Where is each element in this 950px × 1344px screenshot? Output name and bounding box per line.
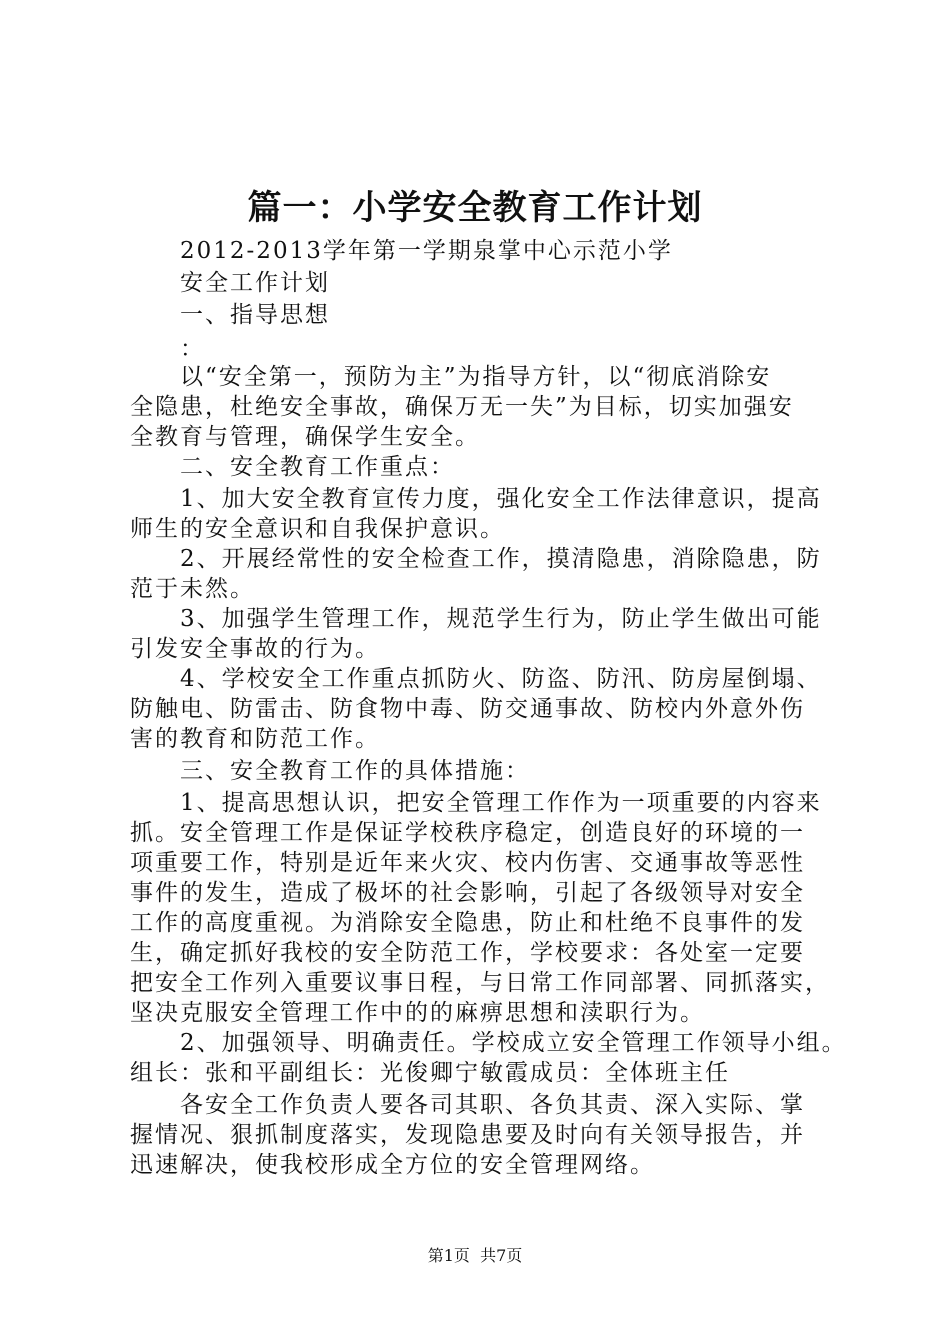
paragraph-line: 工作的高度重视。为消除安全隐患，防止和杜绝不良事件的发	[130, 910, 805, 936]
subtitle-line: 安全工作计划	[180, 270, 330, 296]
paragraph-line: 迅速解决，使我校形成全方位的安全管理网络。	[130, 1152, 655, 1178]
paragraph-line: 2、加强领导、明确责任。学校成立安全管理工作领导小组。	[180, 1030, 847, 1056]
paragraph-line: 范于未然。	[130, 576, 255, 602]
paragraph-line: 抓。安全管理工作是保证学校秩序稳定，创造良好的环境的一	[130, 820, 805, 846]
paragraph-line: 害的教育和防范工作。	[130, 726, 380, 752]
paragraph-line: 组长：张和平副组长：光俊卿宁敏霞成员：全体班主任	[130, 1060, 730, 1086]
paragraph-line: 项重要工作，特别是近年来火灾、校内伤害、交通事故等恶性	[130, 850, 805, 876]
paragraph-line: 握情况、狠抓制度落实，发现隐患要及时向有关领导报告，并	[130, 1122, 805, 1148]
paragraph-line: 引发安全事故的行为。	[130, 636, 380, 662]
paragraph-line: 把安全工作列入重要议事日程，与日常工作同部署、同抓落实，	[130, 970, 830, 996]
paragraph-line: 坚决克服安全管理工作中的的麻痹思想和渎职行为。	[130, 1000, 705, 1026]
paragraph-line: 全隐患，杜绝安全事故，确保万无一失”为目标，切实加强安	[130, 394, 794, 420]
paragraph-line: 各安全工作负责人要各司其职、各负其责、深入实际、掌	[180, 1092, 805, 1118]
section-heading-2: 二、安全教育工作重点：	[180, 454, 455, 480]
paragraph-line: 防触电、防雷击、防食物中毒、防交通事故、防校内外意外伤	[130, 696, 805, 722]
paragraph-line: 事件的发生，造成了极坏的社会影响，引起了各级领导对安全	[130, 880, 805, 906]
page-footer: 第1页 共7页	[427, 1246, 523, 1265]
paragraph-line: 以“安全第一，预防为主”为指导方针，以“彻底消除安	[180, 364, 772, 390]
paragraph-line: 3、加强学生管理工作，规范学生行为，防止学生做出可能	[180, 606, 822, 632]
paragraph-line: 1、提高思想认识，把安全管理工作作为一项重要的内容来	[180, 790, 822, 816]
paragraph-line: 4、学校安全工作重点抓防火、防盗、防汛、防房屋倒塌、	[180, 666, 822, 692]
school-year-line: 2012-2013学年第一学期泉掌中心示范小学	[180, 238, 673, 264]
paragraph-line: 1、加大安全教育宣传力度，强化安全工作法律意识，提高	[180, 486, 822, 512]
paragraph-line: 师生的安全意识和自我保护意识。	[130, 516, 505, 542]
paragraph-line: 全教育与管理，确保学生安全。	[130, 424, 480, 450]
paragraph-line: 2、开展经常性的安全检查工作，摸清隐患，消除隐患，防	[180, 546, 822, 572]
section-heading-1: 一、指导思想	[180, 302, 330, 328]
section-heading-3: 三、安全教育工作的具体措施：	[180, 758, 530, 784]
page-title: 篇一：小学安全教育工作计划	[247, 188, 703, 228]
colon-line: ：	[180, 336, 205, 362]
paragraph-line: 生，确定抓好我校的安全防范工作，学校要求：各处室一定要	[130, 940, 805, 966]
